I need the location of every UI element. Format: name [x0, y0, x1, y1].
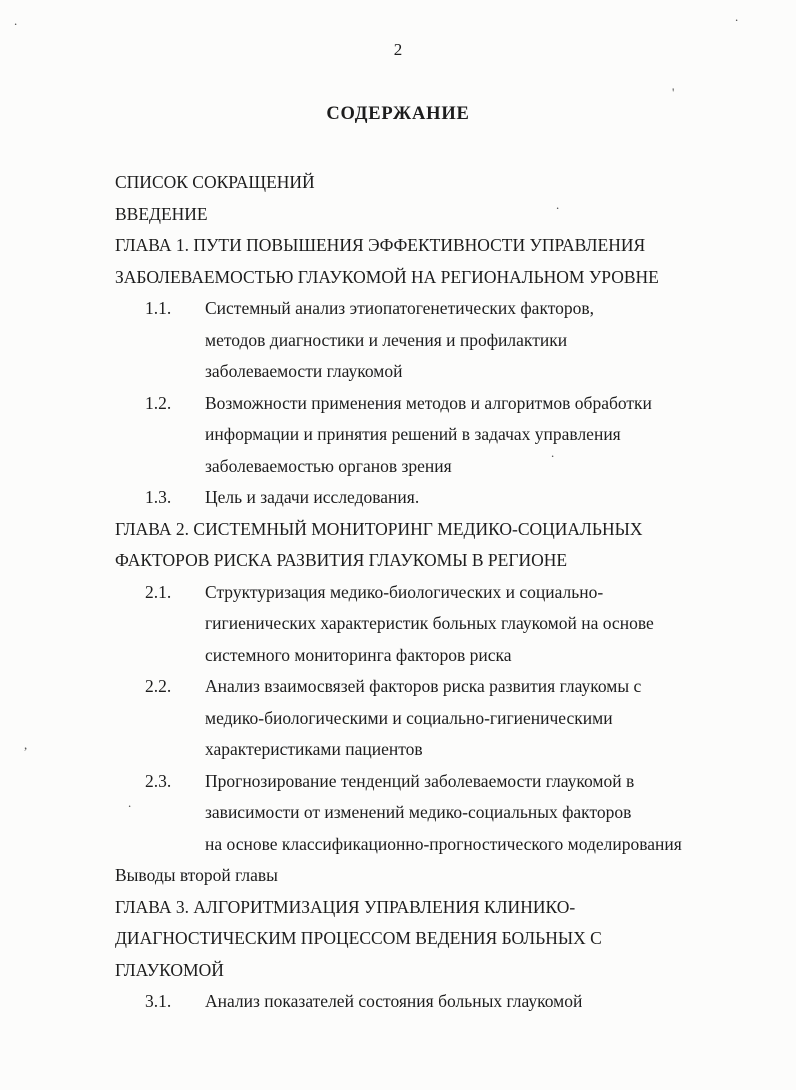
toc-entry-line: Прогнозирование тенденций заболеваемости глаукомой в	[205, 770, 635, 791]
toc-entry-line: медико-биологическими и социально-гигиеническими	[205, 707, 613, 728]
page-number: 2	[393, 40, 403, 59]
toc-entry-line: заболеваемостью органов зрения	[205, 455, 452, 476]
toc-entry-line: зависимости от изменений медико-социальных факторов	[205, 802, 632, 822]
toc-entry-line: ГЛАВА 1. ПУТИ ПОВЫШЕНИЯ ЭФФЕКТИВНОСТИ УПРАВЛЕНИЯ	[115, 235, 646, 255]
toc-entry-line: ДИАГНОСТИЧЕСКИМ ПРОЦЕССОМ ВЕДЕНИЯ БОЛЬНЫХ С	[115, 928, 602, 948]
toc-entry-number: 2.1.	[145, 581, 172, 602]
toc-entry	[115, 986, 718, 1018]
toc-entry-line: заболеваемости глаукомой	[205, 361, 403, 381]
scan-artifact: .	[14, 13, 18, 28]
toc-entry	[115, 482, 718, 514]
toc-entry-text	[115, 230, 718, 293]
scan-artifact: .	[556, 197, 560, 212]
scan-artifact: ,	[24, 737, 28, 752]
toc-entry-line: Цель и задачи исследования.	[205, 487, 420, 507]
toc-entry-text	[205, 482, 718, 514]
toc-entry	[115, 230, 718, 293]
toc-entry-number: 3.1.	[145, 991, 172, 1011]
toc-entry-line: системного мониторинга факторов риска	[205, 644, 512, 665]
toc-entry-text	[205, 671, 718, 766]
toc-entry-text	[205, 388, 718, 483]
toc-entry-number: 1.3.	[145, 487, 172, 507]
toc-entry-line: на основе классификационно-прогностического моделирования	[205, 833, 682, 854]
toc-entry-text	[205, 766, 718, 861]
toc-entry-line: информации и принятия решений в задачах управления	[205, 424, 621, 444]
toc-entry	[115, 293, 718, 388]
toc-list	[115, 167, 718, 1018]
toc-entry	[115, 577, 718, 672]
toc-entry-line: ГЛАВА 3. АЛГОРИТМИЗАЦИЯ УПРАВЛЕНИЯ КЛИНИКО-	[115, 896, 576, 917]
toc-entry-line: ФАКТОРОВ РИСКА РАЗВИТИЯ ГЛАУКОМЫ В РЕГИОНЕ	[115, 550, 568, 570]
toc-entry-text	[205, 293, 718, 388]
toc-entry-line: Анализ взаимосвязей факторов риска развития глаукомы с	[205, 676, 642, 696]
toc-entry-line: методов диагностики и лечения и профилактики	[205, 329, 568, 350]
toc-entry	[115, 199, 718, 231]
toc-entry	[115, 167, 718, 199]
toc-entry-number: 1.2.	[145, 392, 172, 413]
toc-entry	[115, 388, 718, 483]
toc-entry-text	[115, 892, 718, 987]
toc-entry-line: СПИСОК СОКРАЩЕНИЙ	[115, 172, 315, 192]
toc-entry-line: ВВЕДЕНИЕ	[115, 203, 208, 224]
toc-entry-line: Выводы второй главы	[115, 865, 278, 885]
toc-entry-line: гигиенических характеристик больных глаукомой на основе	[205, 613, 654, 633]
toc-entry	[115, 514, 718, 577]
toc-entry-number: 2.2.	[145, 676, 172, 696]
page-title: СОДЕРЖАНИЕ	[326, 104, 470, 124]
scan-artifact: .	[128, 795, 132, 810]
toc-entry-text	[115, 199, 718, 231]
toc-entry-text	[115, 514, 718, 577]
toc-entry-line: Возможности применения методов и алгоритмов обработки	[205, 392, 652, 413]
toc-entry-number: 1.1.	[145, 298, 172, 318]
toc-entry-text	[115, 860, 718, 892]
toc-entry	[115, 892, 718, 987]
toc-entry-text	[205, 577, 718, 672]
toc-entry-line: ЗАБОЛЕВАЕМОСТЬЮ ГЛАУКОМОЙ НА РЕГИОНАЛЬНОМ УРОВНЕ	[115, 266, 659, 287]
toc-entry-text	[205, 986, 718, 1018]
toc-entry-line: ГЛАУКОМОЙ	[115, 959, 224, 980]
toc-entry	[115, 766, 718, 861]
scan-artifact: '	[672, 85, 675, 100]
scan-artifact: .	[551, 445, 555, 460]
toc-entry	[115, 860, 718, 892]
toc-entry-number: 2.3.	[145, 770, 172, 791]
toc-entry-line: Анализ показателей состояния больных глаукомой	[205, 991, 583, 1011]
toc-entry-line: Системный анализ этиопатогенетических факторов,	[205, 298, 595, 318]
toc-entry-line: ГЛАВА 2. СИСТЕМНЫЙ МОНИТОРИНГ МЕДИКО-СОЦИАЛЬНЫХ	[115, 518, 643, 539]
scan-artifact: .	[735, 9, 739, 24]
toc-entry-line: характеристиками пациентов	[205, 739, 423, 759]
toc-entry	[115, 671, 718, 766]
toc-entry-line: Структуризация медико-биологических и социально-	[205, 581, 604, 602]
toc-entry-text	[115, 167, 718, 199]
